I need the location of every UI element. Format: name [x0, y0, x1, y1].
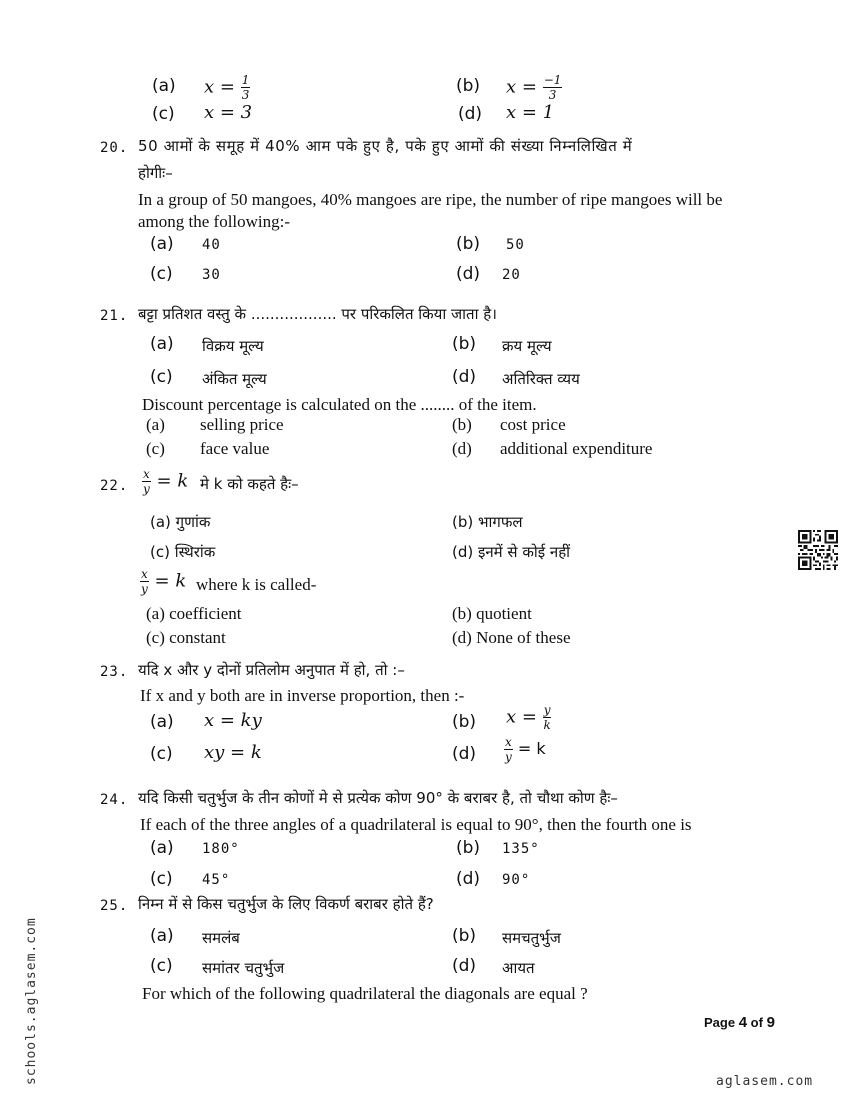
- q23-option-b-numerator: y: [543, 703, 551, 717]
- q23-option-b-denominator: k: [543, 718, 551, 732]
- q22-en-frac-numerator: x: [141, 567, 148, 581]
- q23-option-c: xy = k: [204, 742, 262, 763]
- q24-option-a-label: (a): [150, 838, 174, 858]
- q20-option-a-label: (a): [150, 234, 174, 254]
- q24-hindi: यदि किसी चतुर्भुज के तीन कोणों मे से प्रत्येक कोण 90° के बराबर है, तो चौथा कोण हैः–: [138, 789, 618, 807]
- q24-english: If each of the three angles of a quadrilateral is equal to 90°, then the fourth one is: [140, 815, 692, 834]
- q20-english-line1: In a group of 50 mangoes, 40% mangoes are ripe, the number of ripe mangoes will be: [138, 190, 723, 209]
- q22-english-a: (a) coefficient: [146, 604, 242, 623]
- q19-option-b-label: (b): [456, 76, 481, 96]
- q21-hindi-b: क्रय मूल्य: [502, 337, 552, 355]
- q24-option-d-label: (d): [456, 869, 481, 889]
- q20-option-d: 20: [502, 267, 521, 283]
- q22-hindi-d: (d) इनमें से कोई नहीं: [452, 543, 571, 561]
- q19-option-c: x = 3: [204, 102, 253, 123]
- q21-english: Discount percentage is calculated on the ........ of the item.: [142, 395, 537, 414]
- q22-hindi-a: (a) गुणांक: [150, 513, 211, 531]
- q20-english-line2: among the following:-: [138, 212, 291, 231]
- q22-number: 22.: [100, 478, 129, 494]
- q21-english-b-label: (b): [452, 415, 472, 434]
- q21-english-a-label: (a): [146, 415, 165, 434]
- q19-option-a: [204, 74, 250, 101]
- q20-hindi-line1: 50 आमों के समूह में 40% आम पके हुए है, पके हुए आमों की संख्या निम्नलिखित में: [138, 137, 633, 155]
- q19-option-b: [506, 74, 562, 101]
- side-watermark: schools.aglasem.com: [24, 917, 39, 1085]
- page-of: of: [750, 1015, 763, 1030]
- q21-hindi-b-label: (b): [452, 334, 477, 354]
- q19-option-a-label: (a): [152, 76, 176, 96]
- q22-english-equation: [140, 568, 186, 595]
- q21-hindi-d: अतिरिक्त व्यय: [502, 370, 580, 388]
- q21-english-d: additional expenditure: [500, 439, 653, 458]
- q21-hindi-c: अंकित मूल्य: [202, 370, 267, 388]
- q24-option-c-label: (c): [150, 869, 173, 889]
- q22-equation: [142, 468, 188, 495]
- q19-option-a-numerator: 1: [241, 73, 250, 87]
- q23-number: 23.: [100, 664, 129, 680]
- q19-option-a-denominator: 3: [241, 88, 250, 102]
- q22-hindi-rest: मे k को कहते हैः–: [200, 475, 299, 493]
- q23-hindi: यदि x और y दोनों प्रतिलोम अनुपात में हो, तो :–: [138, 661, 405, 679]
- q19-option-d: x = 1: [506, 102, 555, 123]
- q21-number: 21.: [100, 308, 129, 324]
- q20-option-c: 30: [202, 267, 221, 283]
- q23-option-b: [506, 704, 551, 731]
- q21-hindi-c-label: (c): [150, 367, 173, 387]
- q25-number: 25.: [100, 898, 129, 914]
- q19-option-b-numerator: −1: [543, 73, 562, 87]
- q23-option-d-label: (d): [452, 744, 477, 764]
- q19-option-b-denominator: 3: [548, 88, 557, 102]
- q20-option-b: 50: [506, 237, 525, 253]
- q24-option-b-label: (b): [456, 838, 481, 858]
- q23-option-a-label: (a): [150, 712, 174, 732]
- q21-english-b: cost price: [500, 415, 566, 434]
- q23-option-d-numerator: x: [505, 735, 512, 749]
- q22-en-frac-denominator: y: [141, 582, 148, 596]
- q22-hindi-c: (c) स्थिरांक: [150, 543, 216, 561]
- q24-number: 24.: [100, 792, 129, 808]
- q21-hindi-a: विक्रय मूल्य: [202, 337, 264, 355]
- q21-english-c-label: (c): [146, 439, 165, 458]
- q19-option-a-lhs: x =: [204, 76, 235, 98]
- q23-option-d-rhs: = k: [517, 739, 546, 758]
- q21-english-c: face value: [200, 439, 270, 458]
- q25-option-b: समचतुर्भुज: [502, 929, 561, 947]
- q20-hindi-line2: होगीः–: [138, 164, 173, 182]
- q21-hindi-a-label: (a): [150, 334, 174, 354]
- q22-english-rest: where k is called-: [196, 575, 317, 594]
- q24-option-b: 135°: [502, 841, 540, 857]
- q21-english-a: selling price: [200, 415, 284, 434]
- q23-english: If x and y both are in inverse proportion, then :-: [140, 686, 465, 705]
- q25-option-d-label: (d): [452, 956, 477, 976]
- q25-option-c: समांतर चतुर्भुज: [202, 959, 285, 977]
- q22-frac-denominator: y: [143, 482, 150, 496]
- q24-option-d: 90°: [502, 872, 531, 888]
- q20-option-b-label: (b): [456, 234, 481, 254]
- q24-option-c: 45°: [202, 872, 231, 888]
- q21-hindi-d-label: (d): [452, 367, 477, 387]
- q21-english-d-label: (d): [452, 439, 472, 458]
- q22-english-c: (c) constant: [146, 628, 226, 647]
- page-current: 4: [738, 1014, 748, 1031]
- q22-en-eq: = k: [154, 570, 187, 592]
- q19-option-b-lhs: x =: [506, 76, 537, 98]
- q24-option-a: 180°: [202, 841, 240, 857]
- q19-option-d-label: (d): [458, 104, 483, 124]
- q21-hindi: बट्टा प्रतिशत वस्तु के .................. पर परिकलित किया जाता है।: [138, 305, 497, 323]
- q20-option-d-label: (d): [456, 264, 481, 284]
- q25-option-a-label: (a): [150, 926, 174, 946]
- q23-option-b-label: (b): [452, 712, 477, 732]
- q25-option-d: आयत: [502, 959, 535, 977]
- q20-option-c-label: (c): [150, 264, 173, 284]
- q23-option-d: [504, 736, 546, 763]
- q23-option-a: x = ky: [204, 710, 262, 731]
- q23-option-c-label: (c): [150, 744, 173, 764]
- q25-option-b-label: (b): [452, 926, 477, 946]
- q25-english: For which of the following quadrilateral the diagonals are equal ?: [142, 984, 588, 1003]
- qr-code-icon: [798, 530, 838, 570]
- q23-option-b-lhs: x =: [506, 706, 537, 728]
- q22-frac-numerator: x: [143, 467, 150, 481]
- q25-hindi: निम्न में से किस चतुर्भुज के लिए विकर्ण बराबर होते हैं?: [138, 895, 434, 913]
- q22-english-b: (b) quotient: [452, 604, 532, 623]
- page-total: 9: [766, 1014, 775, 1031]
- q19-option-c-label: (c): [152, 104, 175, 124]
- q22-hindi-b: (b) भागफल: [452, 513, 523, 531]
- q25-option-c-label: (c): [150, 956, 173, 976]
- q22-english-d: (d) None of these: [452, 628, 571, 647]
- q20-number: 20.: [100, 140, 129, 156]
- bottom-watermark: aglasem.com: [716, 1074, 814, 1089]
- q23-option-d-denominator: y: [505, 750, 512, 764]
- q25-option-a: समलंब: [202, 929, 240, 947]
- q20-option-a: 40: [202, 237, 221, 253]
- q22-eq: = k: [156, 470, 189, 492]
- page-prefix: Page: [704, 1015, 736, 1030]
- page-number: [704, 1014, 775, 1031]
